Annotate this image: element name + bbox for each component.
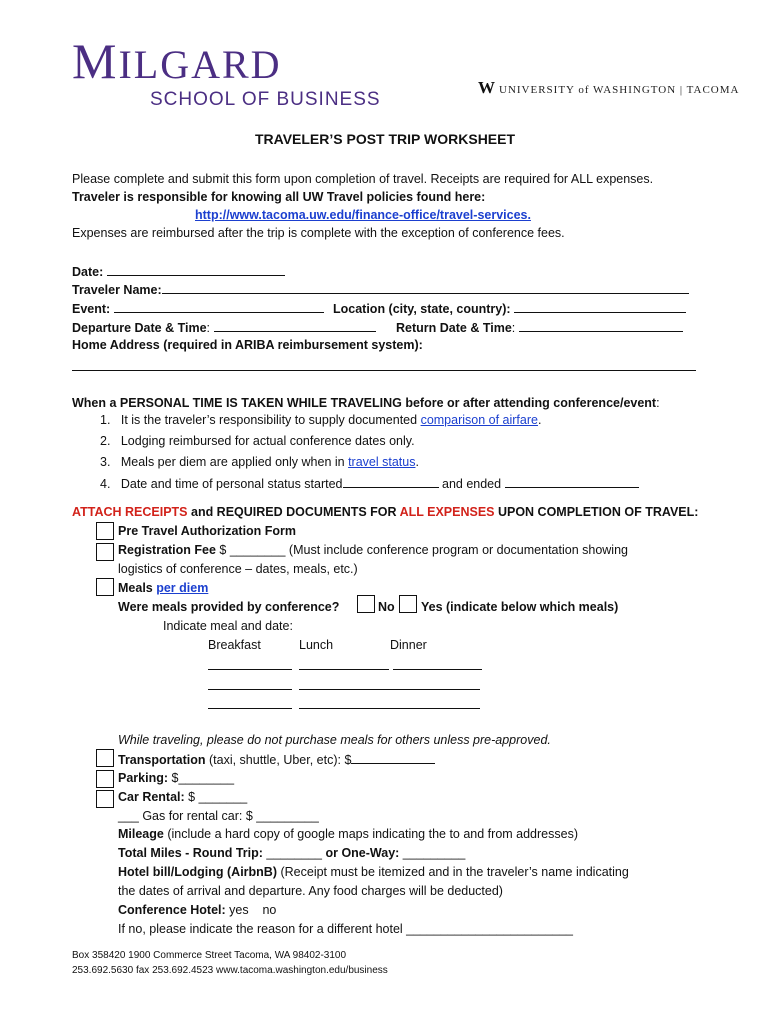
- breakfast-blank[interactable]: [208, 708, 292, 709]
- pre-travel-label: Pre Travel Authorization Form: [118, 524, 297, 538]
- uw-logo: WUNIVERSITY of WASHINGTON | TACOMA: [478, 78, 740, 97]
- footer-address: Box 358420 1900 Commerce Street Tacoma, WA 98402-3100: [72, 950, 347, 961]
- breakfast-blank[interactable]: [208, 689, 292, 690]
- list-item: 2. Lodging reimbursed for actual conference dates only.: [100, 434, 415, 448]
- personal-time-heading: When a PERSONAL TIME IS TAKEN WHILE TRAVELING before or after attending conference/event:: [72, 396, 660, 410]
- lunch-dinner-blank[interactable]: [299, 708, 480, 709]
- event-field: Event:: [72, 300, 324, 316]
- dinner-header: Dinner: [390, 638, 427, 652]
- traveler-name-blank[interactable]: [162, 281, 689, 294]
- meals-no-checkbox[interactable]: [357, 595, 375, 613]
- intro-line-1: Please complete and submit this form upon completion of travel. Receipts are required for ALL expenses.: [72, 172, 654, 186]
- transportation-checkbox[interactable]: [96, 749, 114, 767]
- different-hotel-line: If no, please indicate the reason for a different hotel ________________________: [118, 922, 573, 936]
- page-title: TRAVELER’S POST TRIP WORKSHEET: [254, 131, 516, 147]
- milgard-logo: MILGARD: [72, 33, 282, 89]
- travel-status-link[interactable]: travel status: [348, 455, 416, 469]
- breakfast-header: Breakfast: [208, 638, 261, 652]
- parking-checkbox[interactable]: [96, 770, 114, 788]
- meals-no-label: No: [378, 600, 395, 614]
- lunch-blank[interactable]: [299, 669, 389, 670]
- return-field: Return Date & Time:: [396, 319, 683, 335]
- per-diem-link[interactable]: per diem: [156, 581, 209, 595]
- comparison-of-airfare-link[interactable]: comparison of airfare: [420, 413, 538, 427]
- location-blank[interactable]: [514, 300, 686, 313]
- date-blank[interactable]: [107, 263, 285, 276]
- traveler-name-field: Traveler Name:: [72, 281, 689, 297]
- location-field: Location (city, state, country):: [333, 300, 686, 316]
- registration-label: Registration Fee $ ________ (Must include conference program or documentation showing: [118, 543, 628, 557]
- departure-blank[interactable]: [214, 319, 376, 332]
- attach-heading: ATTACH RECEIPTS and REQUIRED DOCUMENTS FOR ALL EXPENSES UPON COMPLETION OF TRAVEL:: [72, 505, 699, 519]
- parking-label: Parking: $________: [118, 771, 235, 785]
- logo-subtitle: SCHOOL OF BUSINESS: [150, 89, 381, 110]
- meals-yes-checkbox[interactable]: [399, 595, 417, 613]
- transportation-blank[interactable]: [351, 751, 435, 764]
- conference-hotel-line: Conference Hotel: yes no: [118, 903, 277, 917]
- mileage-line: Mileage (include a hard copy of google maps indicating the to and from addresses): [118, 827, 578, 841]
- breakfast-blank[interactable]: [208, 669, 292, 670]
- meals-checkbox[interactable]: [96, 578, 114, 596]
- footer-contact: 253.692.5630 fax 253.692.4523 www.tacoma.washington.edu/business: [72, 965, 388, 976]
- transportation-label: Transportation (taxi, shuttle, Uber, etc): $: [118, 751, 435, 767]
- event-blank[interactable]: [114, 300, 324, 313]
- date-field: Date:: [72, 263, 285, 279]
- pre-travel-checkbox[interactable]: [96, 522, 114, 540]
- personal-start-blank[interactable]: [343, 475, 439, 488]
- registration-line-2: logistics of conference – dates, meals, etc.): [118, 562, 358, 576]
- personal-end-blank[interactable]: [505, 475, 639, 488]
- departure-field: Departure Date & Time:: [72, 319, 376, 335]
- hotel-line: Hotel bill/Lodging (AirbnB) (Receipt must be itemized and in the traveler’s name indicating: [118, 865, 629, 879]
- car-rental-label: Car Rental: $ _______: [118, 790, 248, 804]
- gas-line: ___ Gas for rental car: $ _________: [118, 809, 319, 823]
- meals-yes-label: Yes (indicate below which meals): [421, 600, 619, 614]
- meals-label: Meals per diem: [118, 581, 209, 595]
- intro-line-2: Traveler is responsible for knowing all UW Travel policies found here:: [72, 190, 486, 204]
- hotel-line-2: the dates of arrival and departure. Any food charges will be deducted): [118, 884, 503, 898]
- car-rental-checkbox[interactable]: [96, 790, 114, 808]
- home-address-blank[interactable]: [72, 370, 696, 371]
- registration-checkbox[interactable]: [96, 543, 114, 561]
- list-item: 4. Date and time of personal status started and ended: [100, 475, 639, 491]
- meals-note: While traveling, please do not purchase meals for others unless pre-approved.: [118, 733, 551, 747]
- home-address-field: Home Address (required in ARIBA reimbursement system):: [72, 338, 423, 352]
- list-item: 3. Meals per diem are applied only when in travel status.: [100, 455, 419, 469]
- lunch-dinner-blank[interactable]: [299, 689, 480, 690]
- list-item: 1. It is the traveler’s responsibility to supply documented comparison of airfare.: [100, 413, 542, 427]
- travel-policy-link[interactable]: http://www.tacoma.uw.edu/finance-office/travel-services.: [195, 208, 531, 222]
- indicate-meal-label: Indicate meal and date:: [163, 619, 293, 633]
- meals-question: Were meals provided by conference?: [118, 600, 340, 614]
- lunch-header: Lunch: [299, 638, 334, 652]
- dinner-blank[interactable]: [393, 669, 482, 670]
- intro-line-3: Expenses are reimbursed after the trip is complete with the exception of conference fees.: [72, 226, 565, 240]
- total-miles-line: Total Miles - Round Trip: ________ or One-Way: _________: [118, 846, 466, 860]
- return-blank[interactable]: [519, 319, 683, 332]
